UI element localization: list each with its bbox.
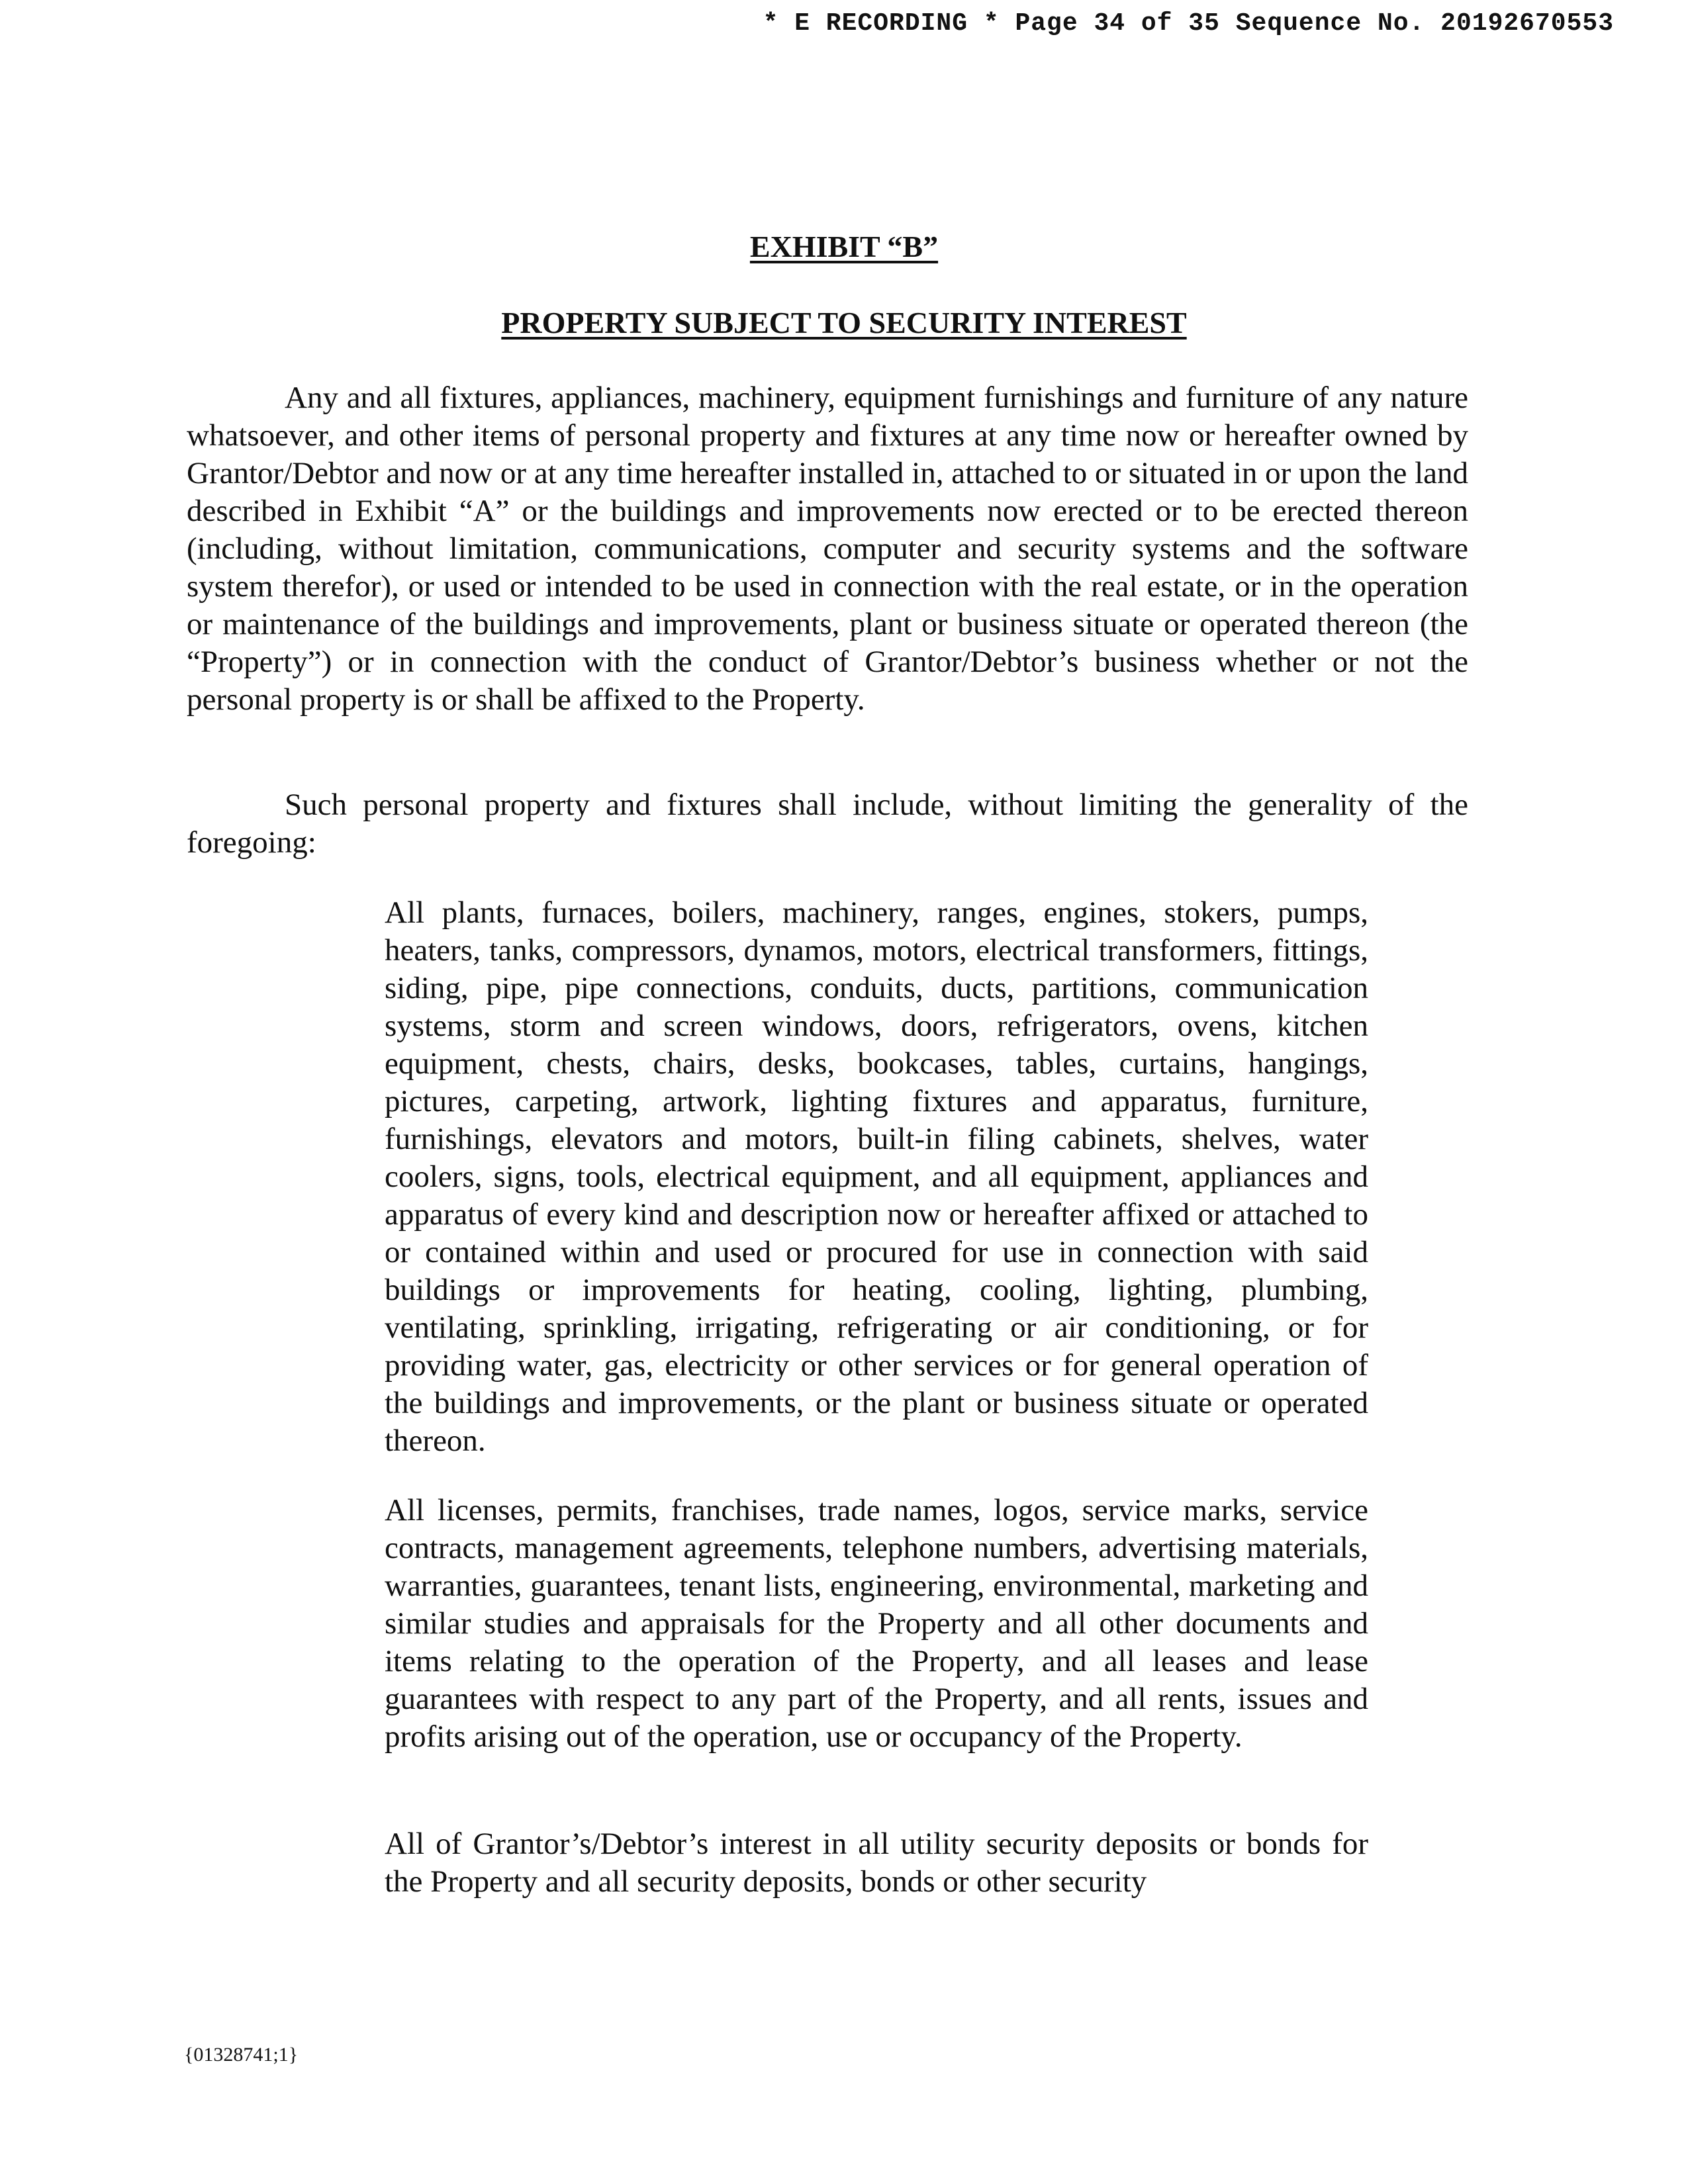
intro-paragraph: Any and all fixtures, appliances, machinery, equipment furnishings and furniture of any nature whatsoever, and other items of personal property and fixtures at any time now or hereafter owned by Grantor/Debtor and now or at any time hereafter installed in, attached to or situated in or upon the land described in Exhibit “A” or the buildings and improvements now erected or to be erected thereon (including, without limitation, communications, computer and security systems and the software system therefor), or used or intended to be used in connection with the real estate, or in the operation or maintenance of the buildings and improvements, plant or business situate or operated thereon (the “Property”) or in connection with the conduct of Grantor/Debtor’s business whether or not the personal property is or shall be affixed to the Property.	[187, 381, 1468, 717]
exhibit-title: EXHIBIT “B”	[749, 230, 939, 263]
licenses-paragraph: All licenses, permits, franchises, trade names, logos, service marks, service contracts, management agreements, telephone numbers, advertising materials, warranties, guarantees, tenant lists, engineering, environmental, marketing and similar studies and appraisals for the Property and all other documents and items relating to the operation of the Property, and all leases and lease guarantees with respect to any part of the Property, and all rents, issues and profits arising out of the operation, use or occupancy of the Property.	[385, 1493, 1368, 1754]
exhibit-subtitle: PROPERTY SUBJECT TO SECURITY INTEREST	[501, 306, 1187, 340]
deposits-paragraph: All of Grantor’s/Debtor’s interest in all utility security deposits or bonds for the Property and all security deposits, bonds or other security	[385, 1827, 1368, 1899]
inclusion-paragraph: Such personal property and fixtures shall include, without limiting the generality of the foregoing:	[187, 788, 1468, 860]
recording-header: * E RECORDING * Page 34 of 35 Sequence No. 20192670553	[763, 9, 1614, 38]
document-id: {01328741;1}	[184, 2044, 299, 2066]
equipment-list-paragraph: All plants, furnaces, boilers, machinery, ranges, engines, stokers, pumps, heaters, tanks, compressors, dynamos, motors, electrical transformers, fittings, siding, pipe, pipe connections, conduits, ducts, partitions, communication systems, storm and screen windows, doors, refrigerators, ovens, kitchen equipment, chests, chairs, desks, bookcases, tables, curtains, hangings, pictures, carpeting, artwork, lighting fixtures and apparatus, furniture, furnishings, elevators and motors, built-in filing cabinets, shelves, water coolers, signs, tools, electrical equipment, and all equipment, appliances and apparatus of every kind and description now or hereafter affixed or attached to or contained within and used or procured for use in connection with said buildings or improvements for heating, cooling, lighting, plumbing, ventilating, sprinkling, irrigating, refrigerating or air conditioning, or for providing water, gas, electricity or other services or for general operation of the buildings and improvements, or the plant or business situate or operated thereon.	[385, 895, 1368, 1458]
